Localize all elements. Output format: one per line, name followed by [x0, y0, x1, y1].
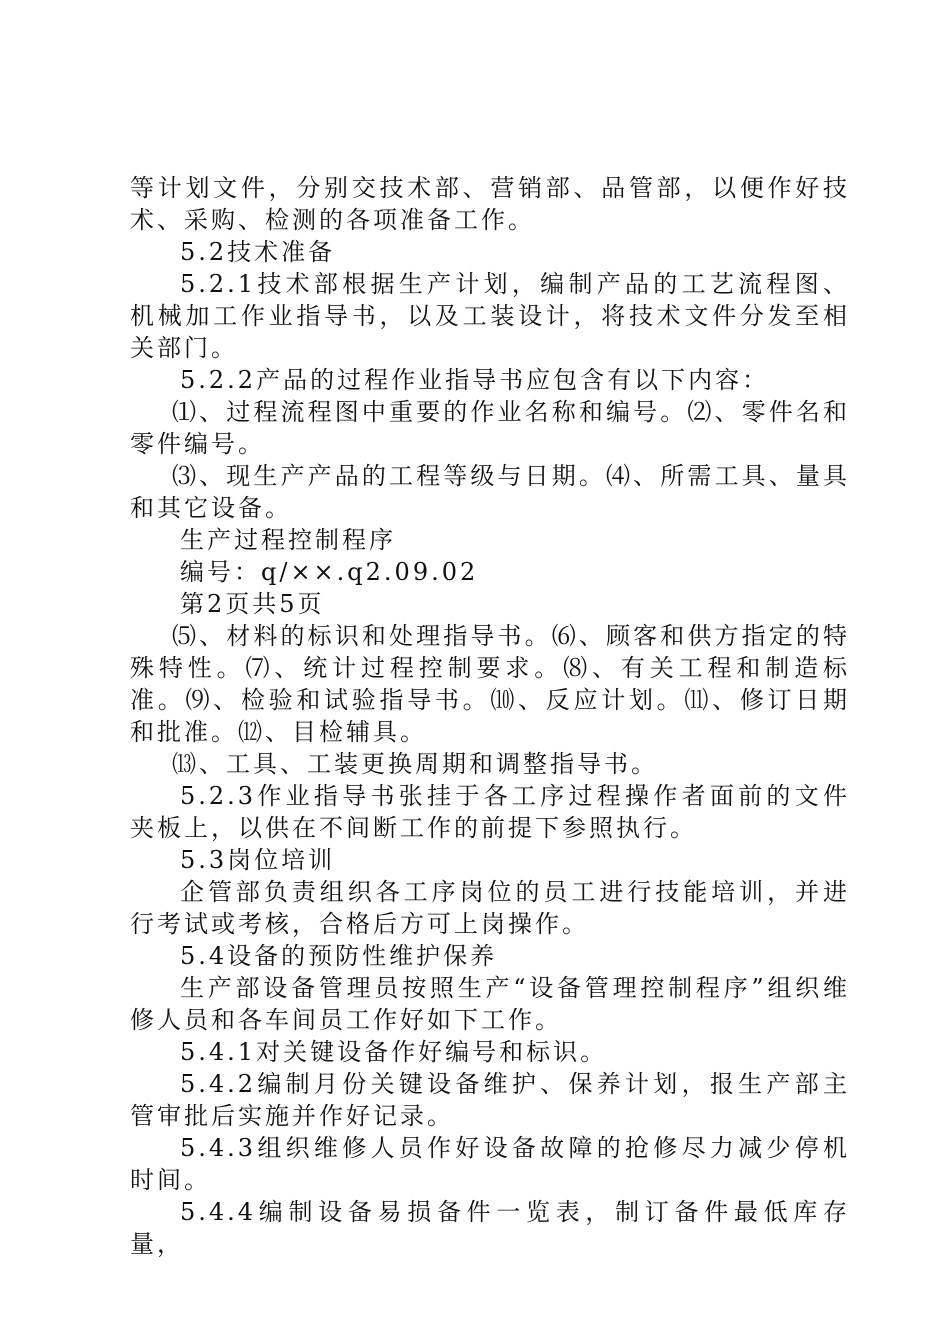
document-number: 编号：q/××.q2.09.02: [180, 558, 479, 586]
document-title: 生产过程控制程序: [180, 526, 396, 554]
paragraph-intro: 等计划文件，分别交技术部、营销部、品管部，以便作好技术、采购、检测的各项准备工作。: [130, 174, 850, 234]
section-heading-5-2: 5.2技术准备: [180, 238, 336, 266]
paragraph-5-4-1: 5.4.1对关键设备作好编号和标识。: [180, 1038, 608, 1066]
paragraph-5-4-2: 5.4.2编制月份关键设备维护、保养计划，报生产部主管审批后实施并作好记录。: [130, 1070, 850, 1130]
paragraph-5-2-1: 5.2.1技术部根据生产计划，编制产品的工艺流程图、机械加工作业指导书，以及工装设计，将技术文件分发至相关部门。: [130, 270, 850, 362]
paragraph-5-4-3: 5.4.3组织维修人员作好设备故障的抢修尽力减少停机时间。: [130, 1134, 850, 1194]
document-body: [130, 172, 850, 1260]
paragraph-5-3: 企管部负责组织各工序岗位的员工进行技能培训，并进行考试或考核，合格后方可上岗操作。: [130, 878, 850, 938]
page-number: 第2页共5页: [180, 590, 325, 618]
list-items-1-2: ⑴、过程流程图中重要的作业名称和编号。⑵、零件名和零件编号。: [130, 398, 850, 458]
section-heading-5-4: 5.4设备的预防性维护保养: [180, 942, 498, 970]
section-heading-5-3: 5.3岗位培训: [180, 846, 336, 874]
list-items-5-12: ⑸、材料的标识和处理指导书。⑹、顾客和供方指定的特殊特性。⑺、统计过程控制要求。⑻、有关工程和制造标准。⑼、检验和试验指导书。⑽、反应计划。⑾、修订日期和批准。⑿、目检辅具。: [130, 622, 850, 746]
paragraph-5-2-2: 5.2.2产品的过程作业指导书应包含有以下内容：: [180, 366, 770, 394]
paragraph-5-2-3: 5.2.3作业指导书张挂于各工序过程操作者面前的文件夹板上，以供在不间断工作的前提下参照执行。: [130, 782, 850, 842]
list-items-3-4: ⑶、现生产产品的工程等级与日期。⑷、所需工具、量具和其它设备。: [130, 462, 850, 522]
list-item-13: ⒀、工具、工装更换周期和调整指导书。: [172, 750, 658, 778]
paragraph-5-4: 生产部设备管理员按照生产“设备管理控制程序”组织维修人员和各车间员工作好如下工作。: [130, 974, 850, 1034]
paragraph-5-4-4: 5.4.4编制设备易损备件一览表，制订备件最低库存量，: [130, 1198, 850, 1258]
